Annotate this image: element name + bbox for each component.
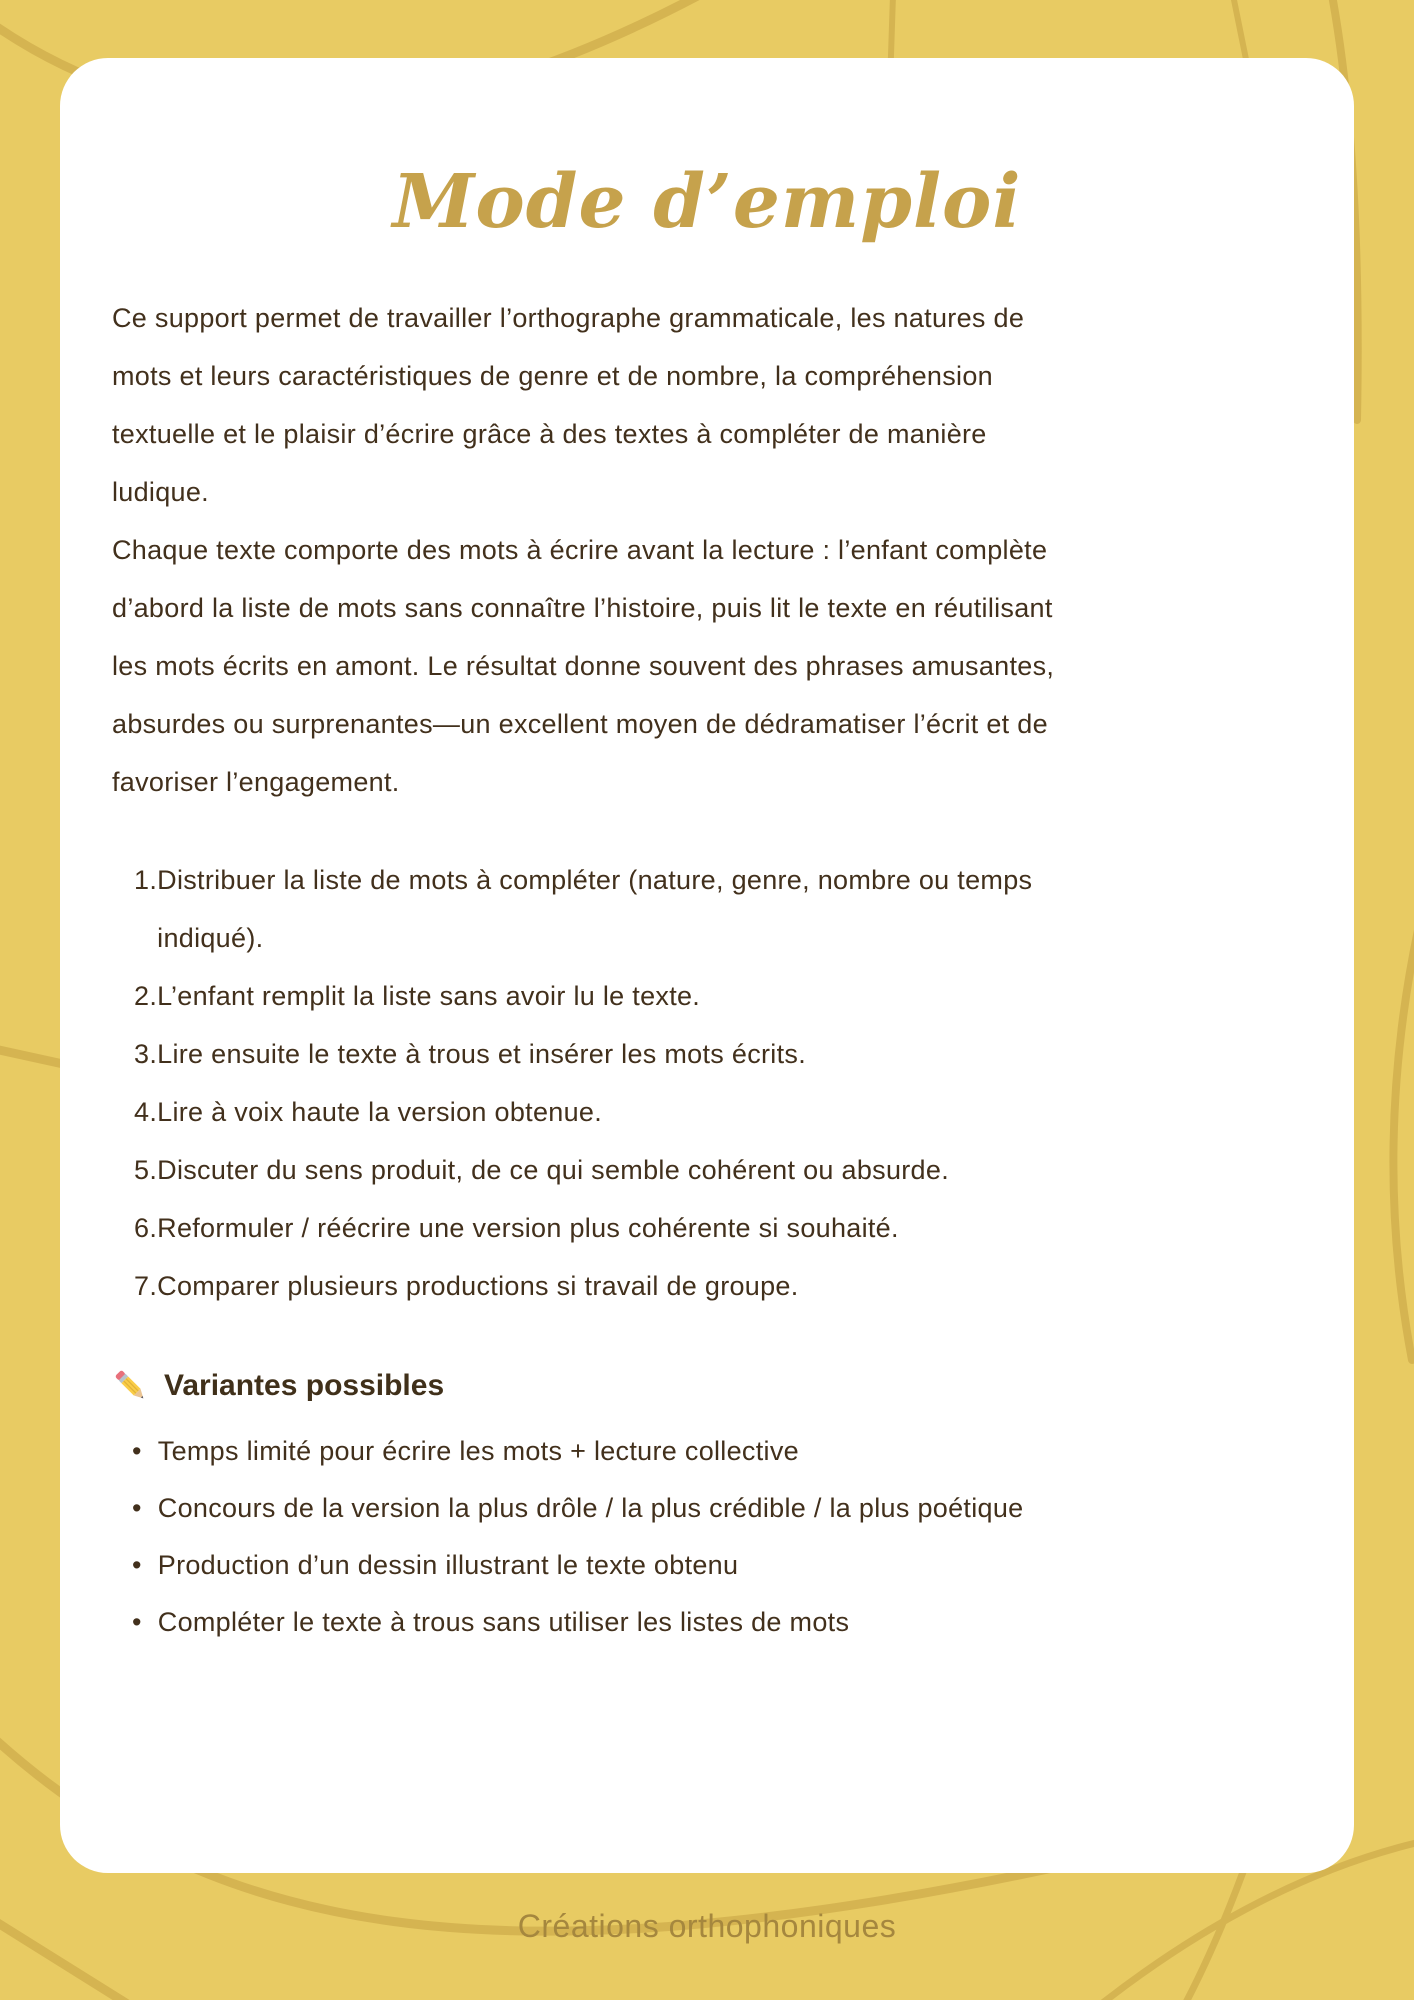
variants-heading-label: Variantes possibles [164, 1369, 445, 1403]
step-item: Discuter du sens produit, de ce qui semble cohérent ou absurde. [157, 1155, 949, 1186]
step-item: Lire à voix haute la version obtenue. [157, 1097, 603, 1128]
intro-paragraph-1: Ce support permet de travailler l’orthographe grammaticale, les natures de mots et leurs caractéristiques de genre et de nombre, la compréhension textuelle et le plaisir d’écrire grâce à des textes à compléter de manière ludique. [112, 303, 1025, 508]
variant-item: • Temps limité pour écrire les mots + lecture collective [132, 1423, 1302, 1480]
footer-brand: Créations orthophoniques [517, 1908, 897, 1944]
page-title: Mode d’emploi [392, 159, 1022, 245]
variant-item: • Concours de la version la plus drôle / la plus crédible / la plus poétique [132, 1480, 1302, 1537]
pencil-icon [112, 1367, 150, 1405]
intro-section [112, 289, 1302, 811]
variants-heading [112, 1367, 1302, 1405]
variant-item: • Compléter le texte à trous sans utiliser les listes de mots [132, 1594, 1302, 1651]
variant-item: • Production d’un dessin illustrant le texte obtenu [132, 1537, 1302, 1594]
instruction-card [60, 58, 1354, 1873]
step-item: Comparer plusieurs productions si travail de groupe. [157, 1271, 799, 1302]
step-item: Lire ensuite le texte à trous et insérer les mots écrits. [157, 1039, 807, 1070]
step-item: Distribuer la liste de mots à compléter (nature, genre, nombre ou temps indiqué). [157, 865, 1033, 954]
variants-list [112, 1423, 1302, 1651]
steps-list [112, 851, 1302, 1315]
intro-paragraph-2: Chaque texte comporte des mots à écrire avant la lecture : l’enfant complète d’abord la liste de mots sans connaître l’histoire, puis lit le texte en réutilisant les mots écrits en amont. Le résultat donne souvent des phrases amusantes, absurdes ou surprenantes—un excellent moyen de dédramatiser l’écrit et de favoriser l’engagement. [112, 535, 1055, 798]
step-item: Reformuler / réécrire une version plus cohérente si souhaité. [157, 1213, 899, 1244]
step-item: L’enfant remplit la liste sans avoir lu le texte. [157, 981, 701, 1012]
